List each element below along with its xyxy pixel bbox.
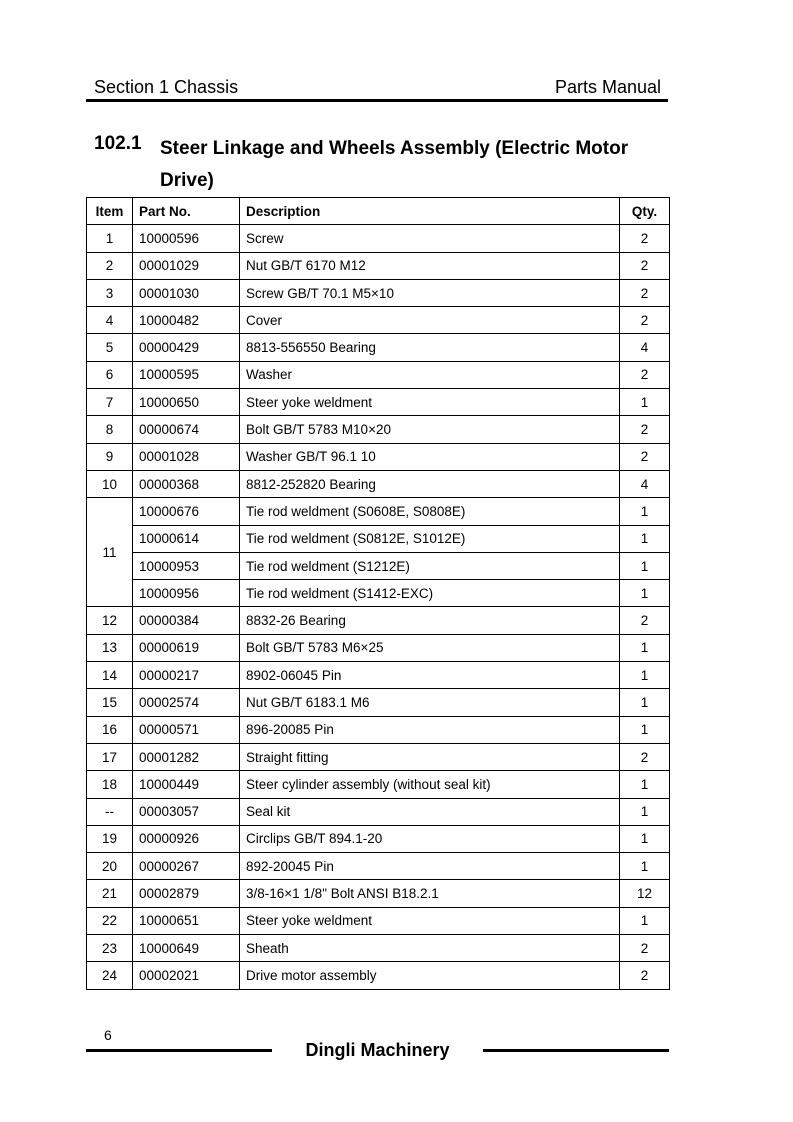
header-manual-label: Parts Manual: [554, 77, 661, 97]
table-header-row: [87, 198, 670, 225]
item-cell: 1: [87, 225, 133, 252]
item-cell: 23: [87, 935, 133, 962]
qty-cell: 12: [620, 880, 670, 907]
description-cell: Bolt GB/T 5783 M10×20: [240, 416, 620, 443]
qty-cell: 2: [620, 225, 670, 252]
table-row: [87, 279, 670, 306]
description-cell: 896-20085 Pin: [240, 716, 620, 743]
qty-cell: 1: [620, 825, 670, 852]
part-number-cell: 10000651: [133, 907, 240, 934]
part-number-cell: 00001028: [133, 443, 240, 470]
column-header-description: Description: [240, 198, 620, 225]
table-row: [87, 634, 670, 661]
table-row: [87, 552, 670, 579]
qty-cell: 1: [620, 662, 670, 689]
description-cell: 3/8-16×1 1/8" Bolt ANSI B18.2.1: [240, 880, 620, 907]
footer-rule-left: [86, 1049, 272, 1052]
table-row: [87, 252, 670, 279]
part-number-cell: 10000650: [133, 389, 240, 416]
qty-cell: 4: [620, 334, 670, 361]
qty-cell: 2: [620, 307, 670, 334]
part-number-cell: 00000368: [133, 470, 240, 497]
qty-cell: 1: [620, 580, 670, 607]
description-cell: 8812-252820 Bearing: [240, 470, 620, 497]
header-rule: [86, 99, 668, 102]
qty-cell: 1: [620, 798, 670, 825]
column-header-part-no: Part No.: [133, 198, 240, 225]
qty-cell: 1: [620, 525, 670, 552]
qty-cell: 2: [620, 443, 670, 470]
part-number-cell: 00000217: [133, 662, 240, 689]
qty-cell: 2: [620, 962, 670, 989]
description-cell: 892-20045 Pin: [240, 853, 620, 880]
description-cell: Nut GB/T 6183.1 M6: [240, 689, 620, 716]
item-cell: 9: [87, 443, 133, 470]
table-row: [87, 880, 670, 907]
item-cell: 7: [87, 389, 133, 416]
qty-cell: 1: [620, 389, 670, 416]
qty-cell: 1: [620, 552, 670, 579]
qty-cell: 2: [620, 361, 670, 388]
table-row: [87, 307, 670, 334]
item-cell: 19: [87, 825, 133, 852]
description-cell: Steer yoke weldment: [240, 389, 620, 416]
part-number-cell: 00000674: [133, 416, 240, 443]
parts-table: [86, 197, 670, 990]
description-cell: Tie rod weldment (S1412-EXC): [240, 580, 620, 607]
page-number: 6: [104, 1027, 112, 1043]
table-row: [87, 580, 670, 607]
section-number: 102.1: [94, 133, 142, 154]
item-cell: 21: [87, 880, 133, 907]
description-cell: Tie rod weldment (S1212E): [240, 552, 620, 579]
section-title: Steer Linkage and Wheels Assembly (Electric Motor Drive): [160, 138, 629, 191]
item-cell: 20: [87, 853, 133, 880]
description-cell: 8832-26 Bearing: [240, 607, 620, 634]
item-cell: 22: [87, 907, 133, 934]
footer-rule-right: [483, 1049, 669, 1052]
part-number-cell: 00003057: [133, 798, 240, 825]
header-section-label: Section 1 Chassis: [94, 77, 239, 97]
qty-cell: 1: [620, 634, 670, 661]
qty-cell: 1: [620, 907, 670, 934]
description-cell: 8813-556550 Bearing: [240, 334, 620, 361]
description-cell: Tie rod weldment (S0812E, S1012E): [240, 525, 620, 552]
table-row: [87, 853, 670, 880]
part-number-cell: 10000676: [133, 498, 240, 525]
part-number-cell: 00000619: [133, 634, 240, 661]
table-row: [87, 689, 670, 716]
item-cell: 11: [87, 498, 133, 607]
part-number-cell: 10000649: [133, 935, 240, 962]
item-cell: 17: [87, 743, 133, 770]
column-header-qty: Qty.: [620, 198, 670, 225]
description-cell: Sheath: [240, 935, 620, 962]
description-cell: Seal kit: [240, 798, 620, 825]
description-cell: Cover: [240, 307, 620, 334]
table-row: [87, 743, 670, 770]
footer-company: Dingli Machinery: [305, 1040, 450, 1060]
qty-cell: 1: [620, 498, 670, 525]
part-number-cell: 00002574: [133, 689, 240, 716]
item-cell: --: [87, 798, 133, 825]
table-row: [87, 334, 670, 361]
qty-cell: 1: [620, 716, 670, 743]
description-cell: Washer GB/T 96.1 10: [240, 443, 620, 470]
item-cell: 14: [87, 662, 133, 689]
table-row: [87, 716, 670, 743]
item-cell: 16: [87, 716, 133, 743]
qty-cell: 2: [620, 743, 670, 770]
item-cell: 6: [87, 361, 133, 388]
part-number-cell: 10000449: [133, 771, 240, 798]
qty-cell: 2: [620, 252, 670, 279]
table-row: [87, 662, 670, 689]
table-row: [87, 771, 670, 798]
table-row: [87, 361, 670, 388]
qty-cell: 1: [620, 853, 670, 880]
table-row: [87, 798, 670, 825]
column-header-item: Item: [87, 198, 133, 225]
item-cell: 12: [87, 607, 133, 634]
description-cell: Circlips GB/T 894.1-20: [240, 825, 620, 852]
item-cell: 10: [87, 470, 133, 497]
part-number-cell: 10000482: [133, 307, 240, 334]
qty-cell: 1: [620, 689, 670, 716]
item-cell: 8: [87, 416, 133, 443]
part-number-cell: 10000596: [133, 225, 240, 252]
table-row: [87, 907, 670, 934]
qty-cell: 2: [620, 416, 670, 443]
item-cell: 24: [87, 962, 133, 989]
part-number-cell: 00001030: [133, 279, 240, 306]
description-cell: Straight fitting: [240, 743, 620, 770]
item-cell: 15: [87, 689, 133, 716]
part-number-cell: 00002879: [133, 880, 240, 907]
description-cell: Bolt GB/T 5783 M6×25: [240, 634, 620, 661]
table-row: [87, 389, 670, 416]
table-row: [87, 962, 670, 989]
table-row: [87, 225, 670, 252]
qty-cell: 2: [620, 607, 670, 634]
description-cell: Drive motor assembly: [240, 962, 620, 989]
part-number-cell: 00001029: [133, 252, 240, 279]
description-cell: Screw GB/T 70.1 M5×10: [240, 279, 620, 306]
qty-cell: 1: [620, 771, 670, 798]
table-row: [87, 607, 670, 634]
description-cell: Nut GB/T 6170 M12: [240, 252, 620, 279]
item-cell: 4: [87, 307, 133, 334]
part-number-cell: 00000429: [133, 334, 240, 361]
item-cell: 18: [87, 771, 133, 798]
table-row: [87, 935, 670, 962]
description-cell: Screw: [240, 225, 620, 252]
part-number-cell: 00002021: [133, 962, 240, 989]
description-cell: Steer cylinder assembly (without seal kit): [240, 771, 620, 798]
item-cell: 13: [87, 634, 133, 661]
item-cell: 3: [87, 279, 133, 306]
table-row: [87, 525, 670, 552]
part-number-cell: 00000267: [133, 853, 240, 880]
table-row: [87, 470, 670, 497]
description-cell: Steer yoke weldment: [240, 907, 620, 934]
part-number-cell: 10000614: [133, 525, 240, 552]
description-cell: Tie rod weldment (S0608E, S0808E): [240, 498, 620, 525]
table-row: [87, 443, 670, 470]
qty-cell: 2: [620, 935, 670, 962]
part-number-cell: 00000926: [133, 825, 240, 852]
part-number-cell: 00000571: [133, 716, 240, 743]
table-row: [87, 825, 670, 852]
part-number-cell: 10000595: [133, 361, 240, 388]
qty-cell: 2: [620, 279, 670, 306]
parts-table-body: [87, 225, 670, 989]
part-number-cell: 00001282: [133, 743, 240, 770]
description-cell: 8902-06045 Pin: [240, 662, 620, 689]
part-number-cell: 10000953: [133, 552, 240, 579]
description-cell: Washer: [240, 361, 620, 388]
part-number-cell: 00000384: [133, 607, 240, 634]
part-number-cell: 10000956: [133, 580, 240, 607]
item-cell: 5: [87, 334, 133, 361]
qty-cell: 4: [620, 470, 670, 497]
table-row: [87, 498, 670, 525]
item-cell: 2: [87, 252, 133, 279]
table-row: [87, 416, 670, 443]
